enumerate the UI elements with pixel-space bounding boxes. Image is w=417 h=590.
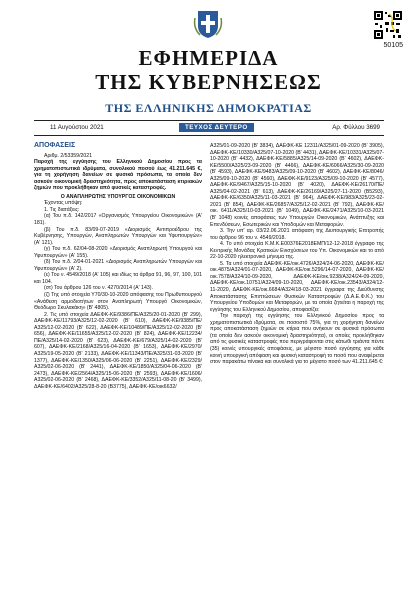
section-title: ΑΠΟΦΑΣΕΙΣ [34,142,76,149]
issue-info-bar [34,123,384,133]
clause-4: 4. Το υπό στοιχεία Κ.Μ.Κ.Ε00376Ε2018ΕΜΠ/12-12-2018 έγγραφο της Κεντρικής Μονάδας Κρατικών Ενισχύσεων του Υπ. Οικονομικών και το από 22-10-2020 ηλεκτρονικό μήνυμα της. [210,241,384,261]
clause-1a: (α) Του π.δ. 142/2017 «Οργανισμός Υπουργείου Οικονομικών» (Α' 181). [34,213,202,227]
considering-intro: Έχοντας υπόψη: [44,200,83,207]
issue-date: 11 Αυγούστου 2021 [50,124,104,131]
clause-5: 5. Τα υπό στοιχεία ΔΑΕΦΚ-ΚΕ/οικ.4726/Α324/24-06-2020, ΔΑΕΦΚ-ΚΕ/οικ.4875/Α324/01-07-2020, ΔΑΕΦΚ-ΚΕ/οικ.5296/14-07-2020, ΔΑΕΦΚ-ΚΕ/οικ.7578/Α324/10-09-2020, ΔΑΕΦΚ-ΚΕ/οικ.9238/Α324/24-09-2020, ΔΑΕΦΚ-ΚΕ/οικ.10751/Α324/09-10-2020, ΔΑΕΦΚ-ΚΕ/οικ.23543/Α324/12-11-2020, ΔΑΕΦΚ-ΚΕ/οικ.6684/Α324/18-03-2021 έγγραφα της Διεύθυνσης Αποκατάστασης Επιπτώσεων Φυσικών Καταστροφών (Δ.Α.Ε.Φ.Κ.) του Υπουργείου Υποδομών και Μεταφορών, με τα οποία ζητείται η παροχή της εγγύησης του Ελληνικού Δημοσίου, αποφασίζει: [210,260,384,313]
decision-title: Παροχή της εγγύησης του Ελληνικού Δημοσίου προς τα χρηματοπιστωτικά ιδρύματα, συνολικού ποσού έως 41.211.645 €, για τη χορήγηση δανείων σε φυσικά πρόσωπα, τα οποία δεν ασκούν οικονομική δραστηριότητα, προς αποκατάσταση κτιριακών ζημιών που προκλήθηκαν από φυσικές καταστροφές. [34,159,202,192]
clause-3: 3. Την υπ' αρ. 03/22.06.2021 απόφαση της Διυπουργικής Επιτροπής του άρθρου 96 του ν. 4549/2018. [210,228,384,241]
document-number: 50105 [383,42,403,49]
sheet-number: Αρ. Φύλλου 3699 [332,124,380,131]
clause-2-continued: Α325/01-09-2020 (Β' 3834), ΔΑΕΦΚ-ΚΕ 12311/Α325/01-09-2020 (Β' 3905), ΔΑΕΦΚ-ΚΕ/10330/Α325/07-10-2020 (Β' 4431), ΔΑΕΦΚ-ΚΕ/10331/Α325/07-10-2020 (Β' 4432), ΔΑΕΦΚ-ΚΕ/5885/Α325/14-09-2020 (Β' 4602), ΔΑΕΦΚ-ΚΕ/5500/Α325/23-09-2020 (Β' 4466), ΔΑΕΦΚ-ΚΕ/6066/Α325/30-09-2020 (Β' 4593), ΔΑΕΦΚ-ΚΕ/9483/Α325/09-10-2020 (Β' 4602), ΔΑΕΦΚ-ΚΕ/8046/Α325/09-10-2020 (Β' 4560), ΔΑΕΦΚ-ΚΕ/9123/Α325/09-10-2020 (Β' 4577), ΔΑΕΦΚ-ΚΕ/9467/Α325/15-10-2020 (Β' 4020), ΔΑΕΦΚ-ΚΕ/26170/ΠΕ/Α325/04-02-2021 (Β' 613), ΔΑΕΦΚ-ΚΕ/26169/Α325/27-11-2020 (Β5293), ΔΑΕΦΚ-ΚΕ/6350/Α325/11-03-2021 (Β' 964), ΔΑΕΦΚ-ΚΕ/983/Α325/23-02-2021 (Β' 854), ΔΑΕΦΚ-ΚΕ/26857/Α325/12-02-2021 (Β' 792), ΔΑΕΦΚ-ΚΕ/οικ. 6411/Α325/10-03-2021 (Β' 1049), ΔΑΕΦΚ-ΚΕ/2471/Α325/10-03-2021 (Β' 1048) κοινές αποφάσεις των Υπουργών Οικονομικών, Ανάπτυξης και Επενδύσεων, Εσωτερικών και Υποδομών και Μεταφορών. [210,143,384,228]
masthead-line3: ΤΗΣ ΕΛΛΗΝΙΚΗΣ ΔΗΜΟΚΡΑΤΙΑΣ [105,101,312,115]
greek-coat-of-arms-icon [192,8,224,40]
clause-1b: (β) Του π.δ. 83/09-07-2019 «Διορισμός Αντιπροέδρου της Κυβέρνησης, Υπουργών, Αναπληρωτών Υπουργών και Υφυπουργών» (Α' 121). [34,226,202,246]
header-divider-bottom [34,135,384,136]
decision-number: Αριθμ. 2/53359/2021 [44,152,93,159]
clause-1d: (δ) Του π.δ. 2/04-01-2021 «Διορισμός Αναπληρωτών Υπουργών και Υφυπουργών» (Α' 2). [34,259,202,272]
clause-1c: (γ) Του π.δ. 62/04-08-2020 «Διορισμός Αναπληρωτή Υπουργού και Υφυπουργών» (Α' 155). [34,246,202,259]
issue-type-badge: ΤΕΥΧΟΣ ΔΕΥΤΕΡΟ [179,123,254,132]
right-column [210,143,384,366]
masthead-line2: ΤΗΣ ΚΥΒΕΡΝΗΣΕΩΣ [95,70,322,94]
masthead-line1: ΕΦΗΜΕΡΙΔΑ [138,46,279,70]
qr-code-icon [373,10,403,40]
left-column [34,143,202,390]
issuing-minister: Ο ΑΝΑΠΛΗΡΩΤΗΣ ΥΠΟΥΡΓΟΣ ΟΙΚΟΝΟΜΙΚΩΝ [60,193,176,200]
clause-1e: (ε) Του ν. 4549/2018 (Α' 105) και ιδίως τα άρθρα 91, 96, 97, 100, 101 και 104. [34,272,202,285]
header-divider-top [34,120,384,121]
clause-1f: (στ) Του άρθρου 126 του ν. 4270/2014 (Α' 143). [44,285,153,292]
clause-1: 1. Τις διατάξεις: [44,206,80,213]
clause-1g: (ζ) Της υπό στοιχεία Υ70/30-10-2020 απόφασης του Πρωθυπουργού «Ανάθεση αρμοδιοτήτων στον Αναπληρωτή Υπουργό Οικονομικών, Θεόδωρο Σκυλακάκη» (Β' 4805). [34,292,202,312]
decision-body: Την παροχή της εγγύησης του Ελληνικού Δημοσίου προς τα χρηματοπιστωτικά ιδρύματα, σε ποσοστό 75%, για τη χορήγηση δανείων προς αποκατάσταση ζημιών σε κτίρια που ανήκουν σε φυσικά πρόσωπα (τα οποία δεν ασκούν οικονομική δραστηριότητα), οι οποίες προκλήθηκαν από τις φυσικές καταστροφές που περιγράφονται στις κάτωθι τριάντα πέντε (35) κοινές υπουργικές αποφάσεις, με μέγιστο ποσό εγγύησης για κάθε κοινή υπουργική απόφαση και φυσική καταστροφή το ποσό που αναφέρεται στον παρακάτω πίνακα και συνολικά για το μέγιστο ποσό των 41.211.645 €: [210,313,384,366]
clause-2: 2. Τις υπό στοιχεία ΔΑΕΦΚ-ΚΕ/9386/ΠΕ/Α325/20-01-2020 (Β' 299), ΔΑΕΦΚ-ΚΕ/11793/Α325/12-02-2020 (Β' 610), ΔΑΕΦΚ-ΚΕ/9385/ΠΕ/Α325/12-02-2020 (Β' 622), ΔΑΕΦΚ-ΚΕ/10489/ΠΕ/Α325/12-02-2020 (Β' 656), ΔΑΕΦΚ-ΚΕ/11655/Α325/12-02-2020 (Β' 824), ΔΑΕΦΚ-ΚΕ/12234/ΠΕ/Α325/14-02-2020 (Β' 623), ΔΑΕΦΚ-ΚΕ/679/Α325/14-02-2020 (Β' 607), ΔΑΕΦΚ-ΚΕ/2168/Α325/16-04-2020 (Β' 1653), ΔΑΕΦΚ-ΚΕ/2970/Α325/19-05-2020 (Β' 2133), ΔΑΕΦΚ-ΚΕ/11343/ΠΕ/Α325/31-03-2020 (Β' 1377), ΔΑΕΦΚ-ΚΕ/1350/Α325/06-06-2020 (Β' 2251), ΔΑΕΦΚ-ΚΕ/2329/Α325/02-06-2020 (Β' 2441), ΔΑΕΦΚ-ΚΕ/1850/Α325/04-06-2020 (Β' 2473), ΔΑΕΦΚ-ΚΕ/2564/Α325/15-06-2020 (Β' 2593), ΔΑΕΦΚ-ΚΕ/1606/Α325/02-06-2020 (Β' 2468), ΔΑΕΦΚ-ΚΕ/3352/Α325/11-08-20 (Β' 3499), ΔΑΕΦΚ-ΚΕ/6402/Α325/28-8-20 (Β3775), ΔΑΕΦΚ-ΚΕ/οικ6632/ [34,311,202,390]
